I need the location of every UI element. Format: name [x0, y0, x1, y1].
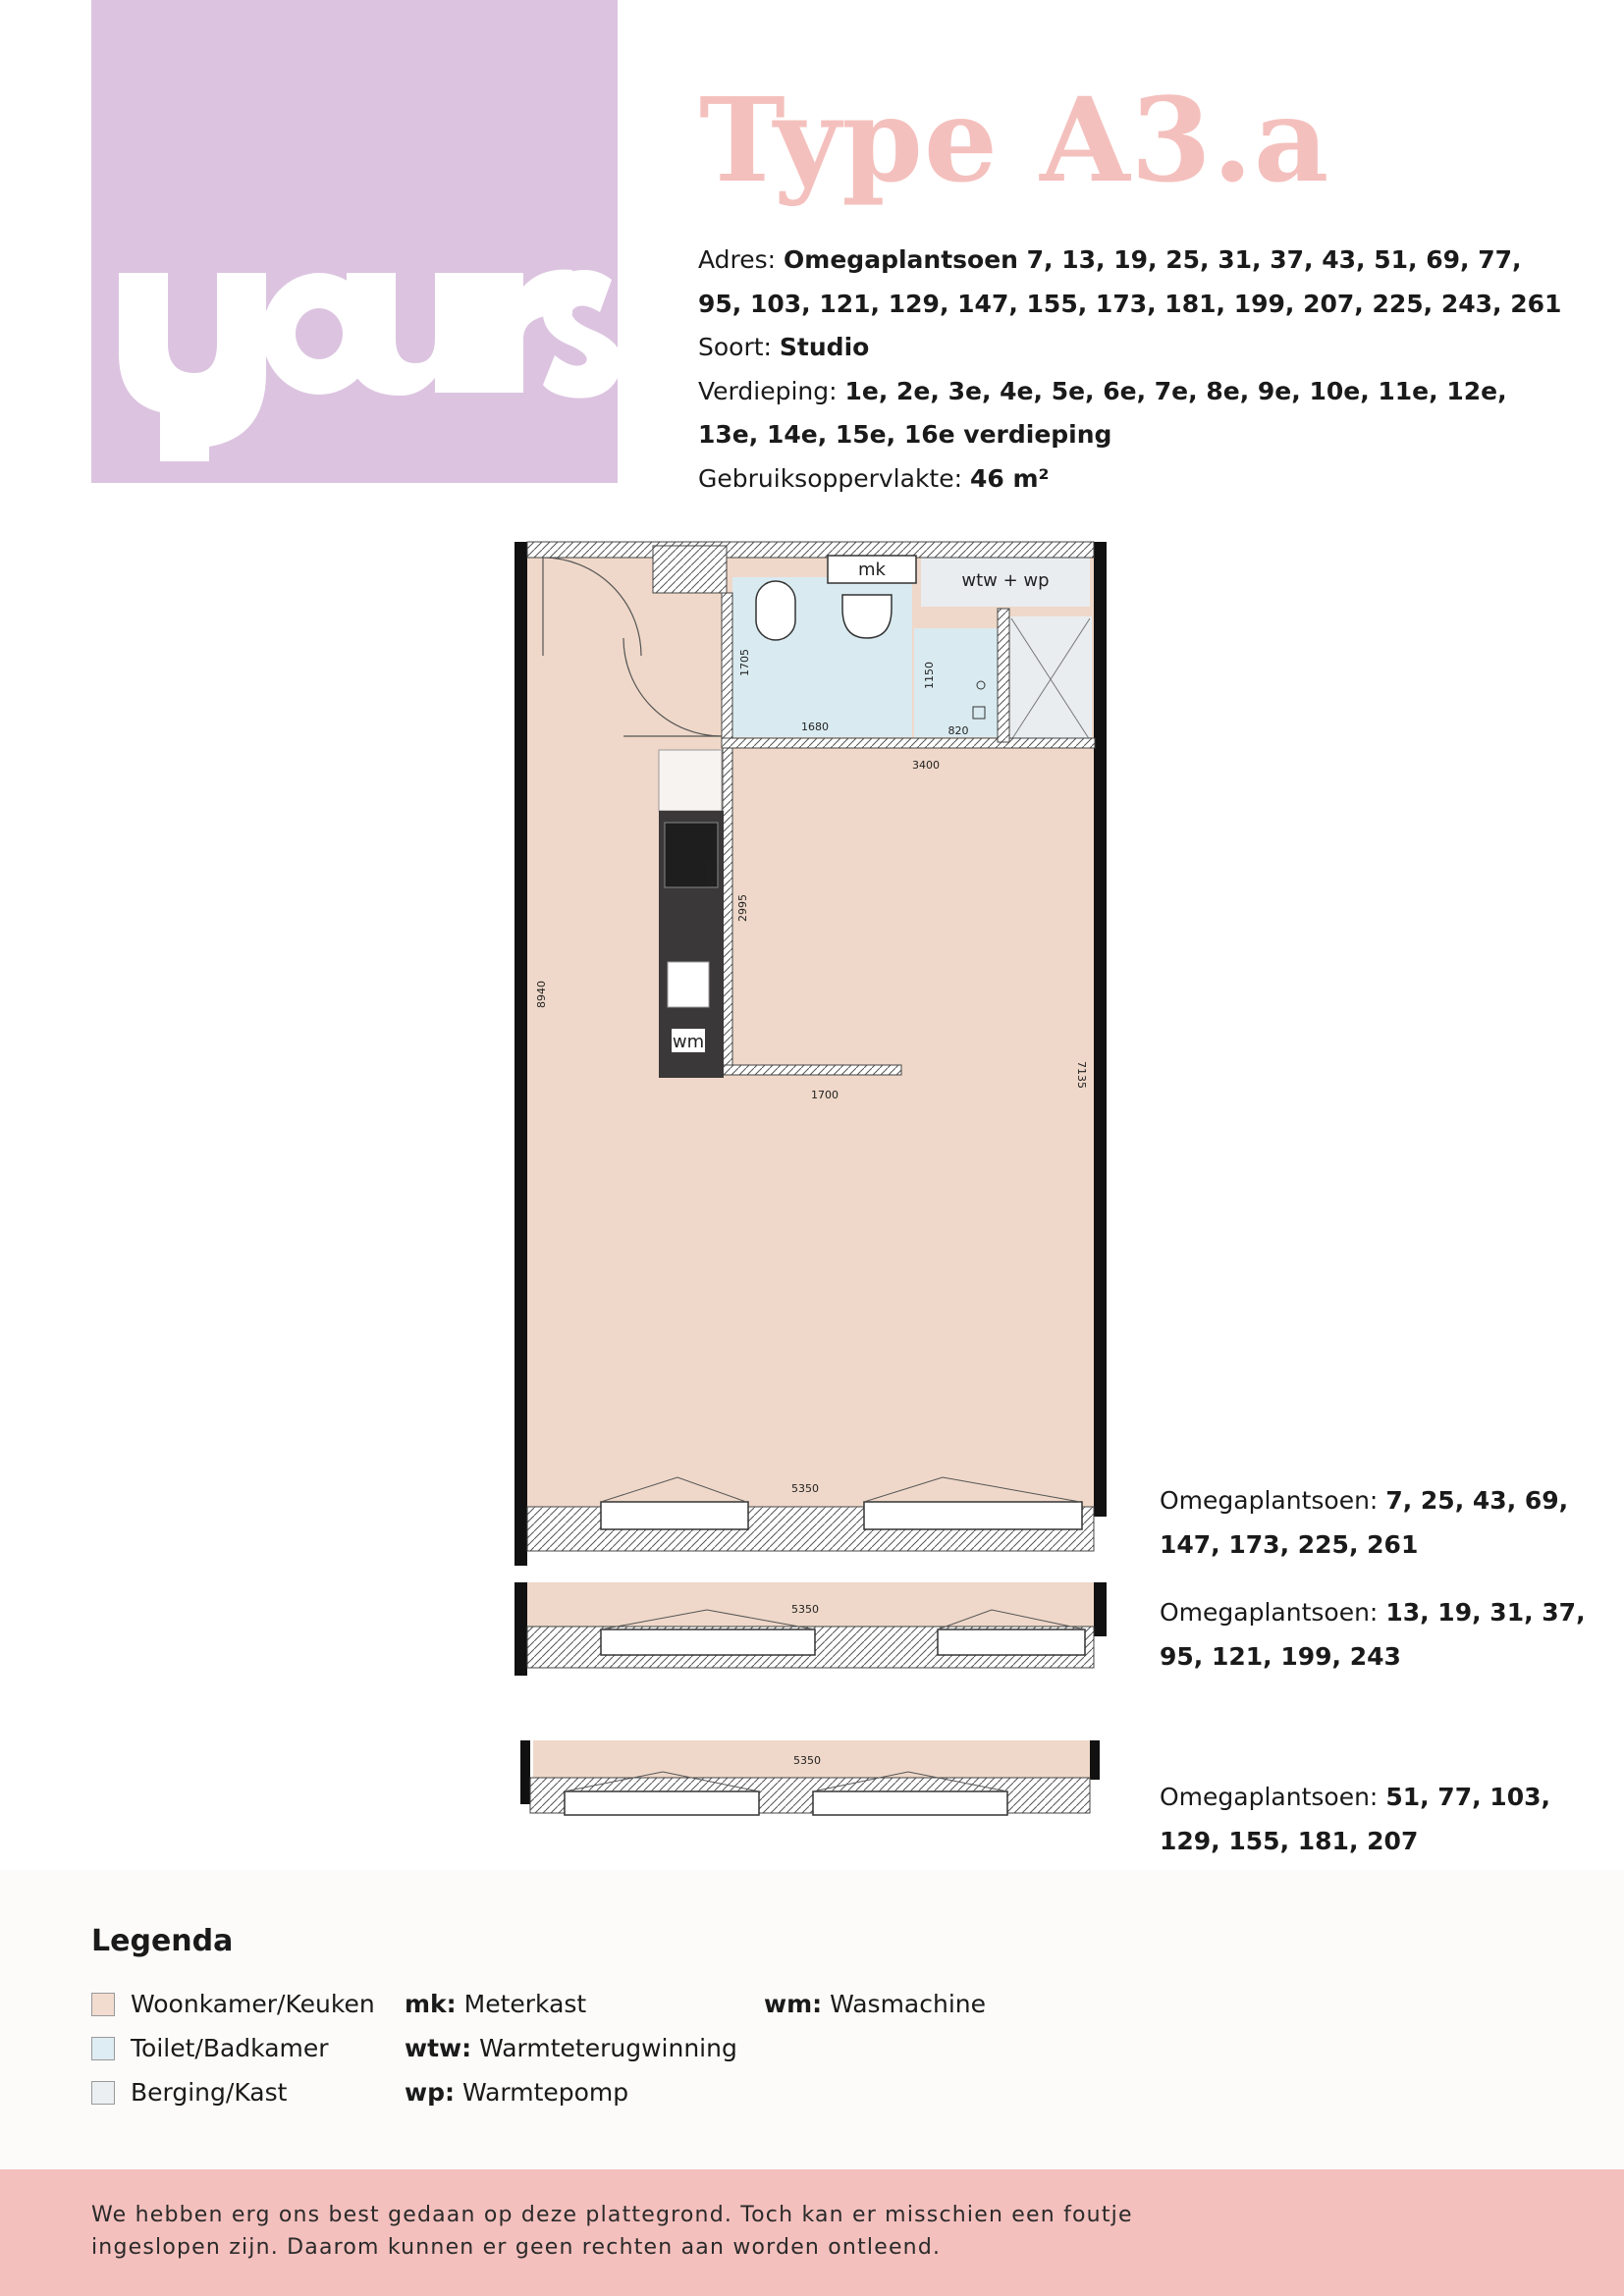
variant2-right-wall [1094, 1582, 1107, 1636]
shower-wall [998, 609, 1009, 742]
top-wall [527, 542, 1094, 558]
legend-abbr-mk [405, 1990, 586, 2019]
disclaimer-text: We hebben erg ons best gedaan op deze plattegrond. Toch kan er misschien een foutje ingeslopen zijn. Daarom kunnen er geen rechten aan worden ontleend. [91, 2203, 1133, 2260]
legend-swatch-berging [91, 2081, 115, 2105]
variant3-right-wall [1090, 1740, 1100, 1780]
legend-swatch-woonkamer [91, 1993, 115, 2016]
dim-5350-c: 5350 [793, 1754, 821, 1767]
left-outer-wall [514, 542, 527, 1566]
type-value: Studio [779, 333, 870, 361]
legend-label-berging: Berging/Kast [131, 2078, 288, 2107]
legend-abbr-wm-key: wm: [764, 1990, 823, 2018]
legend-abbr-wp [405, 2078, 628, 2108]
dim-1150: 1150 [923, 662, 936, 689]
variant3-left-wall [520, 1740, 530, 1804]
kitchen-bottom-wall [723, 1065, 901, 1075]
variant-3-numbers: 51, 77, 103, 129, 155, 181, 207 [1160, 1783, 1550, 1855]
dim-7135: 7135 [1075, 1061, 1088, 1089]
legend-abbr-wtw-value: Warmteterugwinning [471, 2034, 737, 2062]
window-left [601, 1502, 748, 1529]
bath-left-wall [722, 593, 732, 742]
type-label: Soort: [698, 333, 780, 361]
dim-2995: 2995 [736, 894, 749, 922]
variant-1-numbers: 7, 25, 43, 69, 147, 173, 225, 261 [1160, 1486, 1569, 1559]
legend-abbr-wp-key: wp: [405, 2078, 455, 2107]
bath-bottom-wall [722, 738, 1095, 748]
dim-3400: 3400 [912, 759, 940, 772]
variant2-left-wall [514, 1582, 527, 1676]
dim-1705: 1705 [738, 649, 751, 676]
variant-1-addresses [1160, 1478, 1601, 1567]
legend-label-badkamer: Toilet/Badkamer [131, 2034, 329, 2062]
floor-value: 1e, 2e, 3e, 4e, 5e, 6e, 7e, 8e, 9e, 10e, 11e, 12e, 13e, 14e, 15e, 16e verdieping [698, 376, 1507, 449]
variant-2-addresses [1160, 1590, 1601, 1679]
legend-abbr-wm [764, 1990, 986, 2019]
top-storage-wall [653, 546, 727, 593]
legend-abbr-wtw [405, 2034, 737, 2063]
toilet [756, 581, 795, 640]
window-right [864, 1502, 1082, 1529]
dim-820: 820 [947, 724, 969, 737]
mk-label: mk [858, 560, 886, 580]
legend-abbr-wp-value: Warmtepomp [455, 2078, 629, 2107]
legend-abbr-wtw-key: wtw: [405, 2034, 472, 2062]
floor-label: Verdieping: [698, 376, 845, 405]
legend-background [0, 1870, 1624, 2169]
dim-4550: 4550 [705, 860, 718, 887]
kitchen-sink [668, 962, 709, 1007]
variant-1-label: Omegaplantsoen: [1160, 1486, 1386, 1515]
legend-label-woonkamer: Woonkamer/Keuken [131, 1990, 375, 2018]
variant-2-numbers: 13, 19, 31, 37, 95, 121, 199, 243 [1160, 1598, 1586, 1671]
wtw-label: wtw + wp [961, 570, 1050, 591]
dim-5350-b: 5350 [791, 1603, 819, 1616]
washbasin [842, 595, 892, 638]
address-value: Omegaplantsoen 7, 13, 19, 25, 31, 37, 43, 51, 69, 77, 95, 103, 121, 129, 147, 155, 173, 181, 199, 207, 225, 243, 261 [698, 245, 1562, 318]
legend-abbr-mk-value: Meterkast [456, 1990, 587, 2018]
variant-3-addresses [1160, 1775, 1601, 1863]
area-label: Gebruiksoppervlakte: [698, 463, 970, 493]
dim-1680: 1680 [801, 721, 829, 733]
wm-label: wm [672, 1032, 705, 1052]
page-title: Type A3.a [699, 72, 1330, 208]
dim-5350-a: 5350 [791, 1482, 819, 1495]
variant2-window-right [938, 1629, 1085, 1655]
kitchen-counter-top [659, 750, 722, 811]
variant-3-label: Omegaplantsoen: [1160, 1783, 1386, 1811]
dim-8940: 8940 [535, 981, 548, 1008]
variant3-window-right [813, 1791, 1007, 1815]
variant3-window-left [565, 1791, 759, 1815]
right-outer-wall [1094, 542, 1107, 1517]
variant2-window-left [601, 1629, 815, 1655]
address-label: Adres: [698, 245, 785, 274]
area-value: 46 m² [969, 463, 1050, 493]
legend-abbr-mk-key: mk: [405, 1990, 457, 2018]
kitchen-divider-wall [723, 748, 732, 1065]
dim-1700: 1700 [811, 1089, 839, 1101]
legend-title: Legenda [91, 1924, 234, 1958]
legend-abbr-wm-value: Wasmachine [822, 1990, 987, 2018]
variant-2-label: Omegaplantsoen: [1160, 1598, 1386, 1627]
legend-swatch-badkamer [91, 2037, 115, 2060]
